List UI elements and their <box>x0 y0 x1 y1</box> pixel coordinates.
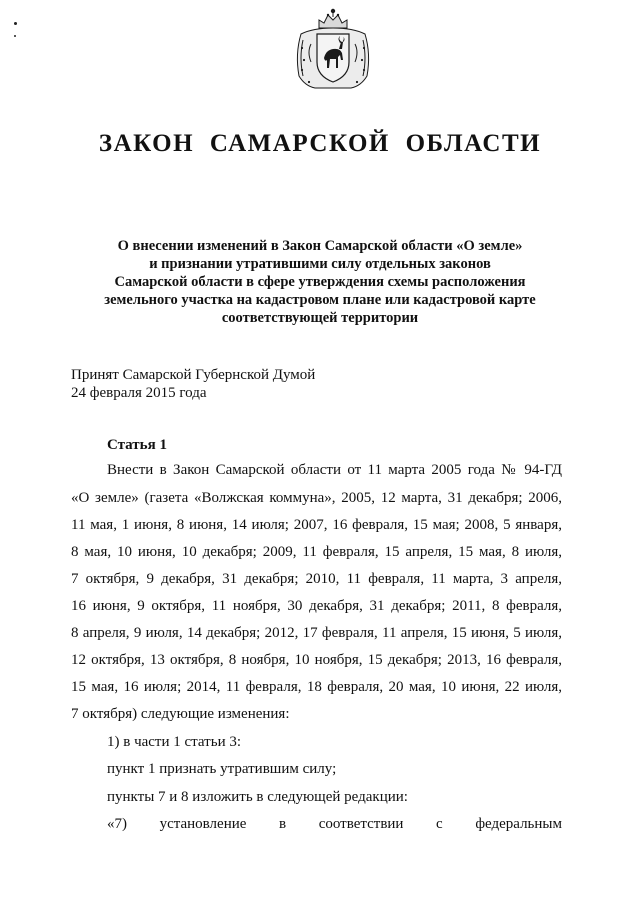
subtitle-line: О внесении изменений в Закон Самарской области «О земле» <box>117 238 523 254</box>
subtitle-line: соответствующей территории <box>221 310 419 326</box>
body-line: 7 октября) следующие изменения: <box>71 706 290 722</box>
adoption-date: 24 февраля 2015 года <box>71 385 207 401</box>
adoption-body: Принят Самарской Губернской Думой <box>71 367 316 383</box>
body-line: 15 мая, 16 июля; 2014, 11 февраля, 18 февраля, 20 мая, 10 июня, 22 июля, <box>71 679 562 695</box>
subtitle-line: земельного участка на кадастровом плане или кадастровой карте <box>104 292 536 308</box>
body-line: 7 октября, 9 декабря, 31 декабря; 2010, 11 февраля, 11 марта, 3 апреля, <box>71 571 562 587</box>
body-line: Внести в Закон Самарской области от 11 марта 2005 года № 94-ГД <box>107 462 562 478</box>
body-line: «7) установление в соответствии с федеральным <box>107 816 562 832</box>
body-line: пункт 1 признать утратившим силу; <box>107 761 337 777</box>
body-line: «О земле» (газета «Волжская коммуна», 2005, 12 марта, 31 декабря; 2006, <box>71 490 562 506</box>
subtitle-line: и признании утратившими силу отдельных законов <box>149 256 491 272</box>
adoption-note <box>71 366 315 402</box>
body-line: 1) в части 1 статьи 3: <box>107 734 242 750</box>
article-heading: Статья 1 <box>107 437 167 453</box>
body-line: 12 октября, 13 октября, 8 ноября, 10 ноября, 15 декабря; 2013, 16 февраля, <box>71 652 562 668</box>
body-line: 16 июня, 9 октября, 11 ноября, 30 декабря, 31 декабря; 2011, 8 февраля, <box>71 598 562 614</box>
subtitle-line: Самарской области в сфере утверждения схемы расположения <box>114 274 526 290</box>
body-line: 11 мая, 1 июня, 8 июня, 14 июля; 2007, 16 февраля, 15 мая; 2008, 5 января, <box>71 517 562 533</box>
body-line: пункты 7 и 8 изложить в следующей редакции: <box>107 789 408 805</box>
scan-mark <box>14 35 16 37</box>
law-subtitle <box>60 237 580 327</box>
samara-coat-of-arms-icon <box>293 4 373 92</box>
scan-mark <box>14 22 17 25</box>
body-line: 8 апреля, 9 июля, 14 декабря; 2012, 17 февраля, 11 апреля, 15 июня, 5 июля, <box>71 625 562 641</box>
body-line: 8 мая, 10 июня, 10 декабря; 2009, 11 февраля, 15 апреля, 15 мая, 8 июля, <box>71 544 562 560</box>
law-title: ЗАКОН САМАРСКОЙ ОБЛАСТИ <box>98 130 542 157</box>
